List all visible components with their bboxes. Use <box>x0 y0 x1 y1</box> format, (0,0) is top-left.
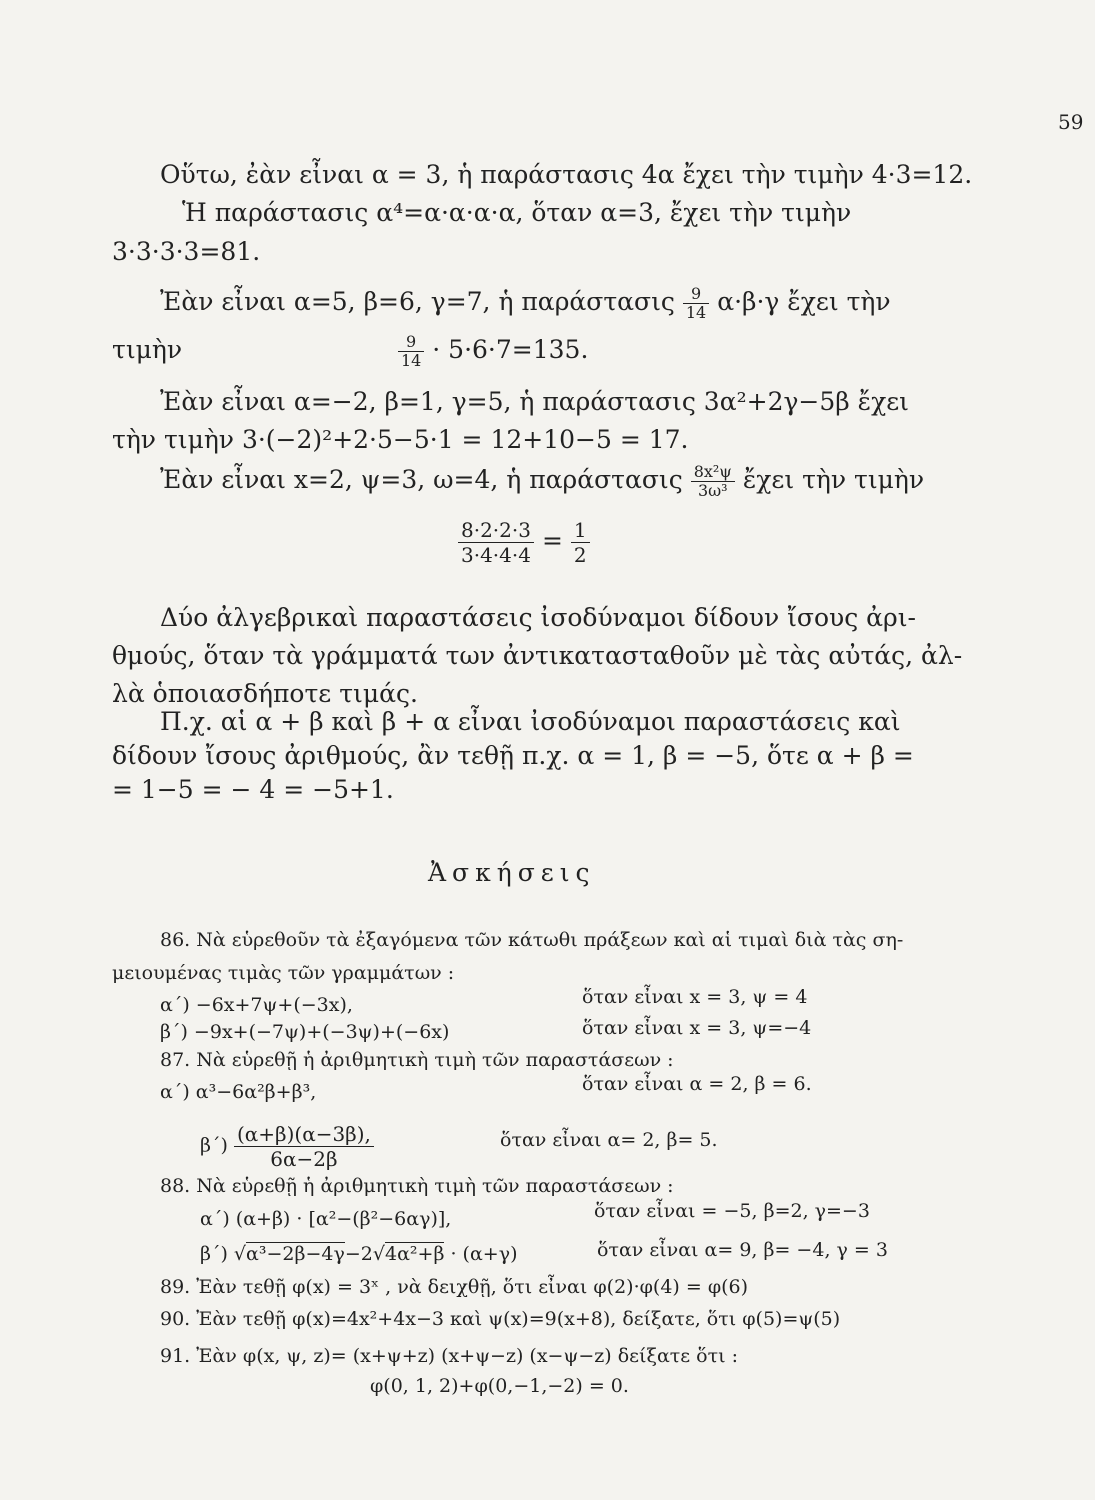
exercise-condition: ὅταν εἶναι α= 2, β= 5. <box>500 1129 718 1151</box>
equals-sign: = <box>541 526 563 555</box>
text-segment: τιμὴν <box>112 335 183 364</box>
exercise-line: 89. Ἐὰν τεθῇ φ(x) = 3ˣ , νὰ δειχθῇ, ὅτι εἶναι φ(2)·φ(4) = φ(6) <box>160 1276 749 1298</box>
exercise-line: φ(0, 1, 2)+φ(0,−1,−2) = 0. <box>370 1375 629 1397</box>
radicand: α³−2β−4γ <box>246 1243 345 1265</box>
text-line: 3·3·3·3=81. <box>112 237 261 266</box>
fraction-denominator: 3ω³ <box>697 481 728 500</box>
text-line: Π.χ. αἱ α + β καὶ β + α εἶναι ἰσοδύναμοι παραστάσεις καὶ <box>160 707 901 736</box>
fraction-denominator: 14 <box>685 303 707 322</box>
exercise-line: 88. Νὰ εὑρεθῇ ἡ ἀριθμητικὴ τιμὴ τῶν παραστάσεων : <box>160 1175 674 1197</box>
fraction <box>234 1122 374 1171</box>
exercise-line <box>200 1242 518 1266</box>
exercise-line: 86. Νὰ εὑρεθοῦν τὰ ἐξαγόμενα τῶν κάτωθι πράξεων καὶ αἱ τιμαὶ διὰ τὰς ση- <box>160 929 904 951</box>
exercise-condition: ὅταν εἶναι α = 2, β = 6. <box>582 1073 812 1095</box>
exercise-line: α΄) (α+β) · [α²−(β²−6αγ)], <box>200 1208 452 1230</box>
fraction-numerator: 8·2·2·3 <box>458 518 534 543</box>
fraction <box>398 333 424 370</box>
radicand: 4α²+β <box>384 1243 445 1265</box>
exercise-line: α΄) α³−6α²β+β³, <box>160 1081 317 1103</box>
text-line: θμούς, ὅταν τὰ γράμματά των ἀντικατασταθοῦν μὲ τὰς αὐτάς, ἀλ- <box>112 641 963 670</box>
text-line <box>160 285 891 322</box>
fraction <box>458 518 534 567</box>
fraction <box>683 285 709 322</box>
text-line: Ἡ παράστασις α⁴=α·α·α·α, ὅταν α=3, ἔχει τὴν τιμὴν <box>182 198 852 227</box>
exercise-line: β΄) −9x+(−7ψ)+(−3ψ)+(−6x) <box>160 1021 450 1043</box>
fraction-denominator: 3·4·4·4 <box>461 543 531 567</box>
exercise-condition: ὅταν εἶναι x = 3, ψ = 4 <box>582 986 808 1008</box>
exercise-line: 87. Νὰ εὑρεθῇ ἡ ἀριθμητικὴ τιμὴ τῶν παραστάσεων : <box>160 1049 674 1071</box>
text-segment: β΄) √ <box>200 1243 247 1265</box>
fraction <box>571 518 590 567</box>
item-label: β΄) <box>200 1134 228 1157</box>
text-segment: · (α+γ) <box>444 1243 518 1265</box>
fraction-numerator: 1 <box>571 518 590 543</box>
fraction <box>691 463 735 500</box>
text-segment: −2√ <box>344 1243 385 1265</box>
exercise-line: α΄) −6x+7ψ+(−3x), <box>160 994 353 1016</box>
exercise-condition: ὅταν εἶναι x = 3, ψ=−4 <box>582 1017 812 1039</box>
text-segment: Ἐὰν εἶναι x=2, ψ=3, ω=4, ἡ παράστασις <box>160 465 683 494</box>
text-line: τὴν τιμὴν 3·(−2)²+2·5−5·1 = 12+10−5 = 17. <box>112 425 689 454</box>
exercise-condition: ὅταν εἶναι α= 9, β= −4, γ = 3 <box>597 1239 888 1261</box>
fraction-numerator: 8x²ψ <box>691 463 735 482</box>
fraction-numerator: 9 <box>683 285 709 304</box>
text-segment: · 5·6·7=135. <box>432 335 589 364</box>
fraction-denominator: 2 <box>573 543 587 567</box>
text-line: Οὕτω, ἐὰν εἶναι α = 3, ἡ παράστασις 4α ἔχει τὴν τιμὴν 4·3=12. <box>160 160 973 189</box>
equation-line <box>458 518 590 567</box>
exercise-line <box>200 1122 374 1171</box>
fraction-denominator: 6α−2β <box>270 1147 338 1171</box>
text-line <box>112 333 588 370</box>
exercise-condition: ὅταν εἶναι = −5, β=2, γ=−3 <box>594 1200 870 1222</box>
exercise-line: 90. Ἐὰν τεθῇ φ(x)=4x²+4x−3 καὶ ψ(x)=9(x+8), δείξατε, ὅτι φ(5)=ψ(5) <box>160 1308 841 1330</box>
exercise-line: 91. Ἐὰν φ(x, ψ, z)= (x+ψ+z) (x+ψ−z) (x−ψ−z) δείξατε ὅτι : <box>160 1345 739 1367</box>
text-line: λὰ ὁποιασδήποτε τιμάς. <box>112 679 418 708</box>
fraction-numerator: 9 <box>398 333 424 352</box>
text-line: Δύο ἀλγεβρικαὶ παραστάσεις ἰσοδύναμοι δίδουν ἴσους ἀρι- <box>160 603 917 632</box>
text-line: Ἐὰν εἶναι α=−2, β=1, γ=5, ἡ παράστασις 3α²+2γ−5β ἔχει <box>160 387 909 416</box>
text-segment: α·β·γ ἔχει τὴν <box>717 287 891 316</box>
fraction-denominator: 14 <box>400 351 422 370</box>
section-heading: Ἀσκήσεις <box>428 858 596 887</box>
page-number: 59 <box>1058 110 1084 134</box>
fraction-numerator: (α+β)(α−3β), <box>234 1122 374 1147</box>
text-segment: ἔχει τὴν τιμὴν <box>742 465 925 494</box>
text-line <box>160 463 924 500</box>
text-line: = 1−5 = − 4 = −5+1. <box>112 775 394 804</box>
text-line: δίδουν ἴσους ἀριθμούς, ἂν τεθῇ π.χ. α = 1, β = −5, ὅτε α + β = <box>112 741 914 770</box>
text-segment: Ἐὰν εἶναι α=5, β=6, γ=7, ἡ παράστασις <box>160 287 675 316</box>
exercise-line: μειουμένας τιμὰς τῶν γραμμάτων : <box>112 962 455 984</box>
